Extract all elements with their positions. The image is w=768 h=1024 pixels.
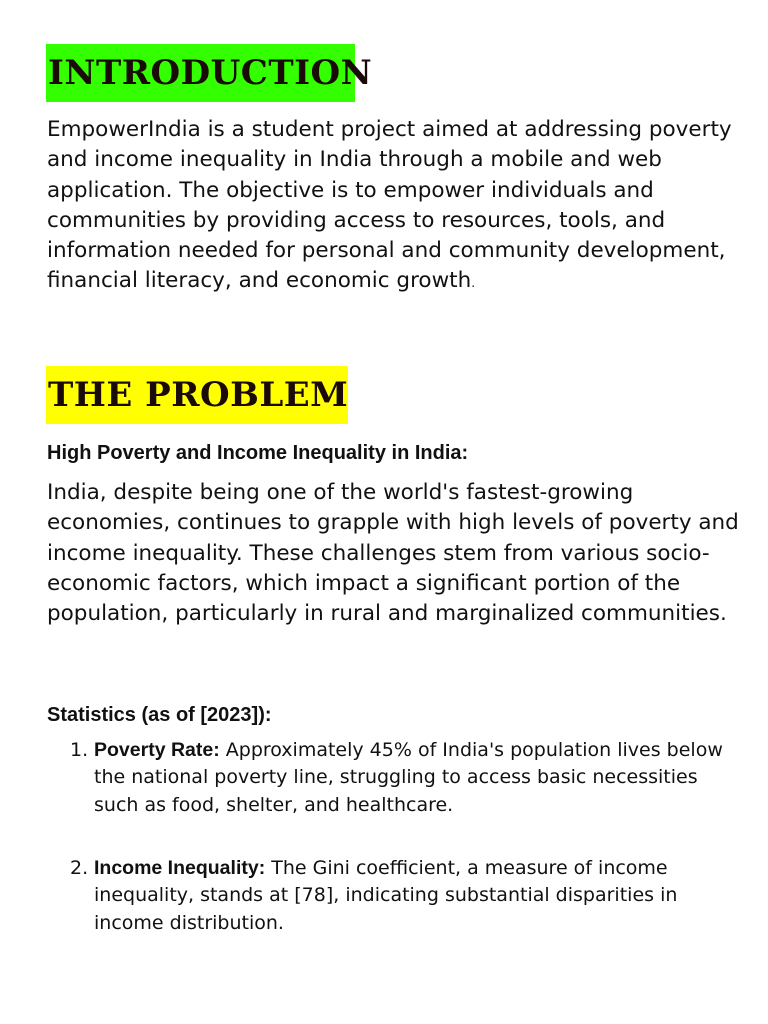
problem-heading: THE PROBLEM — [46, 366, 348, 424]
list-item-term: Income Inequality: — [94, 857, 266, 879]
introduction-body-text: EmpowerIndia is a student project aimed at addressing poverty and income inequality in India through a mobile and web application. The objective is to empower individuals and communities by providing access to resources, tools, and information needed for personal and community development, financial literacy, and economic growth — [47, 117, 732, 294]
statistics-heading: Statistics (as of [2023]): — [47, 704, 272, 726]
introduction-paragraph — [47, 115, 747, 299]
problem-subheading: High Poverty and Income Inequality in India: — [47, 442, 469, 464]
list-item-text — [94, 737, 734, 819]
list-item-number: 2. — [70, 857, 89, 879]
introduction-body-period: . — [471, 276, 476, 291]
list-item-number: 1. — [70, 739, 89, 761]
list-item-term: Poverty Rate: — [94, 739, 220, 761]
list-item-description: The Gini coefficient, a measure of income inequality, stands at [78], indicating substantial disparities in income distribution. — [94, 857, 678, 934]
problem-paragraph: India, despite being one of the world's fastest-growing economies, continues to grapple with high levels of poverty and income inequality. These challenges stem from various socio-economic factors, which impact a significant portion of the population, particularly in rural and marginalized communities. — [47, 480, 739, 627]
introduction-heading: INTRODUCTION — [46, 44, 355, 102]
list-item-description: Approximately 45% of India's population lives below the national poverty line, struggling to access basic necessities such as food, shelter, and healthcare. — [94, 739, 723, 816]
list-item-text — [94, 855, 734, 937]
